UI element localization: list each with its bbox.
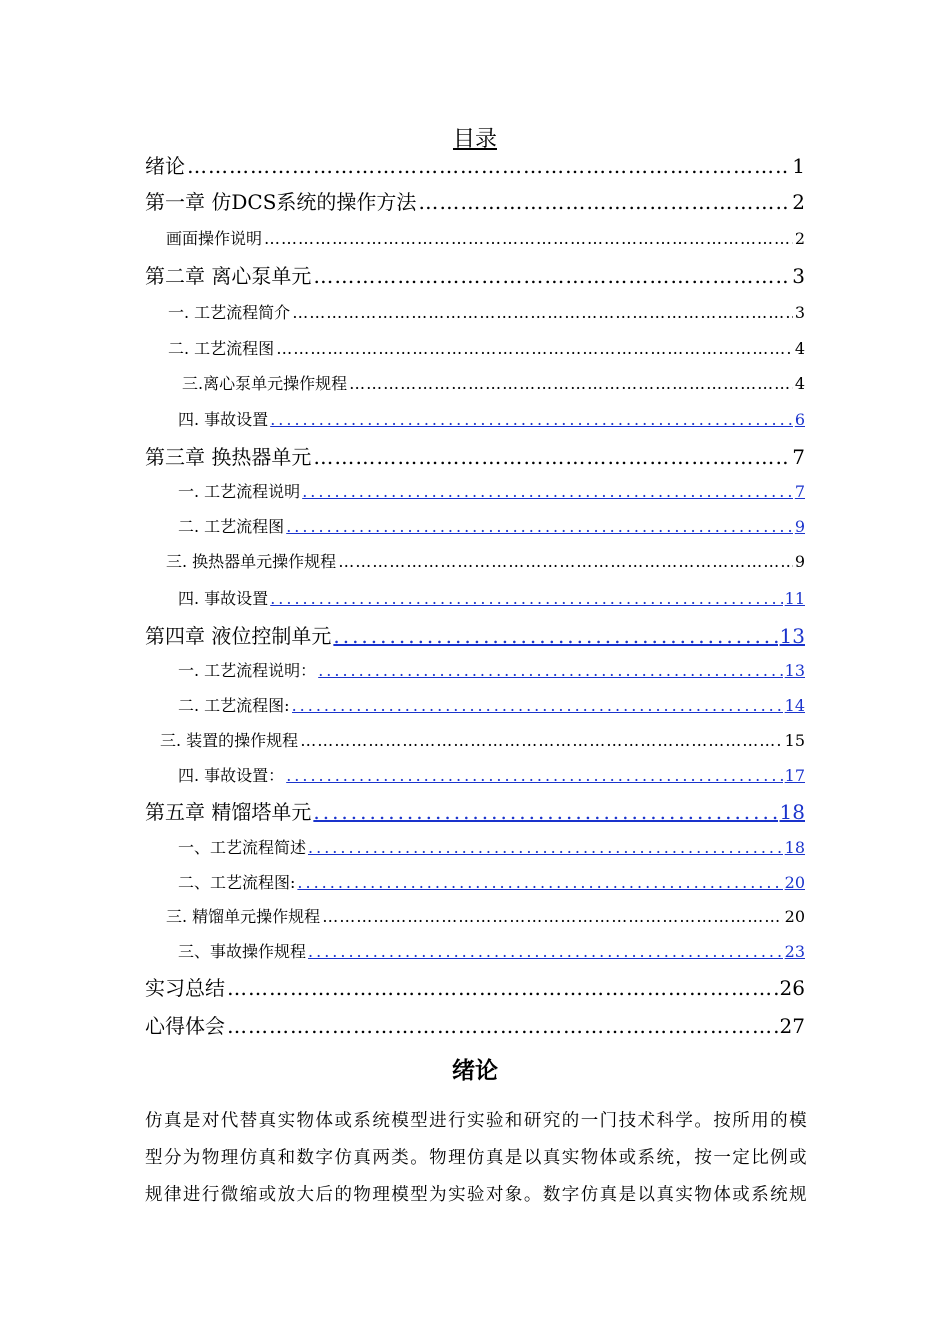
toc-entry[interactable] <box>166 904 805 927</box>
toc-entry-page: 7 <box>792 445 805 469</box>
toc-entry-link[interactable] <box>178 939 805 962</box>
toc-entry-page: 7 <box>794 482 805 501</box>
toc-entry[interactable] <box>145 150 805 179</box>
toc-leader <box>264 229 793 248</box>
toc-entry-label: 第一章 仿DCS系统的操作方法 <box>145 190 417 214</box>
toc-entry-label: 第三章 换热器单元 <box>145 445 312 469</box>
toc-entry[interactable] <box>168 336 805 359</box>
toc-entry-page: 3 <box>792 264 805 288</box>
toc-entry-label: 一. 工艺流程说明： <box>178 661 317 680</box>
toc-entry[interactable] <box>160 728 805 751</box>
toc-entry-link[interactable] <box>145 620 805 649</box>
toc-entry-page: 18 <box>779 800 805 824</box>
toc-entry-label: 四. 事故设置 <box>178 589 269 608</box>
toc-leader <box>313 445 790 469</box>
toc-entry-link[interactable] <box>178 870 805 893</box>
toc-entry-label: 三. 精馏单元操作规程 <box>166 907 321 926</box>
toc-leader <box>349 374 793 393</box>
paragraph-line: 仿真是对代替真实物体或系统模型进行实验和研究的一门技术科学。按所用的模 <box>145 1111 807 1131</box>
toc-entry-label: 一. 工艺流程说明 <box>178 482 301 501</box>
toc-entry-page: 4 <box>794 339 805 358</box>
toc-entry[interactable] <box>145 260 805 289</box>
toc-entry-page: 2 <box>792 190 805 214</box>
toc-leader <box>227 976 778 1000</box>
toc-entry-page: 13 <box>779 624 805 648</box>
toc-leader <box>276 339 793 358</box>
toc-leader <box>313 264 790 288</box>
toc-leader <box>292 696 783 715</box>
toc-leader <box>308 838 783 857</box>
toc-entry-link[interactable] <box>178 693 805 716</box>
toc-leader <box>297 873 782 892</box>
toc-entry-page: 26 <box>779 976 805 1000</box>
toc-entry-page: 9 <box>794 552 805 571</box>
toc-leader <box>270 410 793 429</box>
toc-title: 目录 <box>452 127 497 152</box>
toc-leader <box>286 517 793 536</box>
toc-entry[interactable] <box>168 300 805 323</box>
toc-entry-page: 2 <box>794 229 805 248</box>
toc-leader <box>333 624 777 648</box>
toc-leader <box>418 190 790 214</box>
toc-leader <box>286 766 782 785</box>
toc-leader <box>300 731 782 750</box>
toc-entry-page: 18 <box>784 838 805 857</box>
toc-entry-label: 绪论 <box>145 154 185 178</box>
toc-entry-link[interactable] <box>178 658 805 681</box>
toc-entry-label: 第二章 离心泵单元 <box>145 264 312 288</box>
toc-entry-link[interactable] <box>178 586 805 609</box>
toc-entry-label: 心得体会 <box>145 1014 225 1038</box>
toc-entry-page: 1 <box>792 154 805 178</box>
toc-entry[interactable] <box>166 226 805 249</box>
toc-leader <box>322 907 782 926</box>
toc-entry-label: 三. 换热器单元操作规程 <box>166 552 337 571</box>
toc-leader <box>308 942 783 961</box>
toc-entry-page: 4 <box>794 374 805 393</box>
toc-entry-label: 四. 事故设置 <box>178 410 269 429</box>
toc-leader <box>227 1014 778 1038</box>
toc-entry-page: 14 <box>784 696 805 715</box>
toc-leader <box>292 303 793 322</box>
toc-entry-label: 第四章 液位控制单元 <box>145 624 332 648</box>
toc-entry-link[interactable] <box>178 763 805 786</box>
paragraph-line: 规律进行微缩或放大后的物理模型为实验对象。数字仿真是以真实物体或系统规 <box>145 1185 807 1205</box>
toc-entry-label: 四. 事故设置： <box>178 766 285 785</box>
toc-entry-label: 二. 工艺流程图 <box>178 517 285 536</box>
toc-entry[interactable] <box>182 371 805 394</box>
toc-entry-label: 二. 工艺流程图 <box>168 339 275 358</box>
toc-entry-page: 23 <box>784 942 805 961</box>
toc-leader <box>270 589 782 608</box>
toc-leader <box>338 552 793 571</box>
toc-leader <box>302 482 793 501</box>
body-paragraph <box>145 1103 807 1214</box>
toc-entry-link[interactable] <box>178 835 805 858</box>
toc-entry-label: 二. 工艺流程图: <box>178 696 290 715</box>
toc-entry[interactable] <box>145 441 805 470</box>
toc-entry-page: 13 <box>784 661 805 680</box>
toc-leader <box>187 154 790 178</box>
toc-entry-label: 实习总结 <box>145 976 225 1000</box>
toc-entry-label: 三.离心泵单元操作规程 <box>182 374 348 393</box>
toc-entry-page: 17 <box>784 766 805 785</box>
toc-entry[interactable] <box>145 1010 805 1039</box>
toc-entry-label: 一. 工艺流程简介 <box>168 303 291 322</box>
paragraph-line: 型分为物理仿真和数字仿真两类。物理仿真是以真实物体或系统，按一定比例或 <box>145 1148 807 1168</box>
toc-entry-page: 11 <box>784 589 805 608</box>
toc-entry-page: 9 <box>794 517 805 536</box>
toc-entry-label: 三. 装置的操作规程 <box>160 731 299 750</box>
toc-entry[interactable] <box>145 972 805 1001</box>
toc-entry-label: 三、事故操作规程 <box>178 942 307 961</box>
toc-entry-page: 15 <box>784 731 805 750</box>
toc-entry[interactable] <box>145 186 805 215</box>
toc-entry[interactable] <box>166 549 805 572</box>
toc-entry-page: 20 <box>784 907 805 926</box>
toc-entry-link[interactable] <box>178 479 805 502</box>
toc-leader <box>318 661 782 680</box>
section-heading: 绪论 <box>452 1057 498 1084</box>
toc-leader <box>313 800 777 824</box>
toc-entry-link[interactable] <box>178 407 805 430</box>
toc-entry-label: 第五章 精馏塔单元 <box>145 800 312 824</box>
toc-entry-label: 一、工艺流程简述 <box>178 838 307 857</box>
toc-entry-link[interactable] <box>178 514 805 537</box>
toc-entry-link[interactable] <box>145 796 805 825</box>
toc-entry-label: 画面操作说明 <box>166 229 263 248</box>
toc-entry-page: 6 <box>794 410 805 429</box>
toc-entry-page: 3 <box>794 303 805 322</box>
toc-entry-label: 二、工艺流程图: <box>178 873 296 892</box>
toc-entry-page: 27 <box>779 1014 805 1038</box>
toc-entry-page: 20 <box>784 873 805 892</box>
